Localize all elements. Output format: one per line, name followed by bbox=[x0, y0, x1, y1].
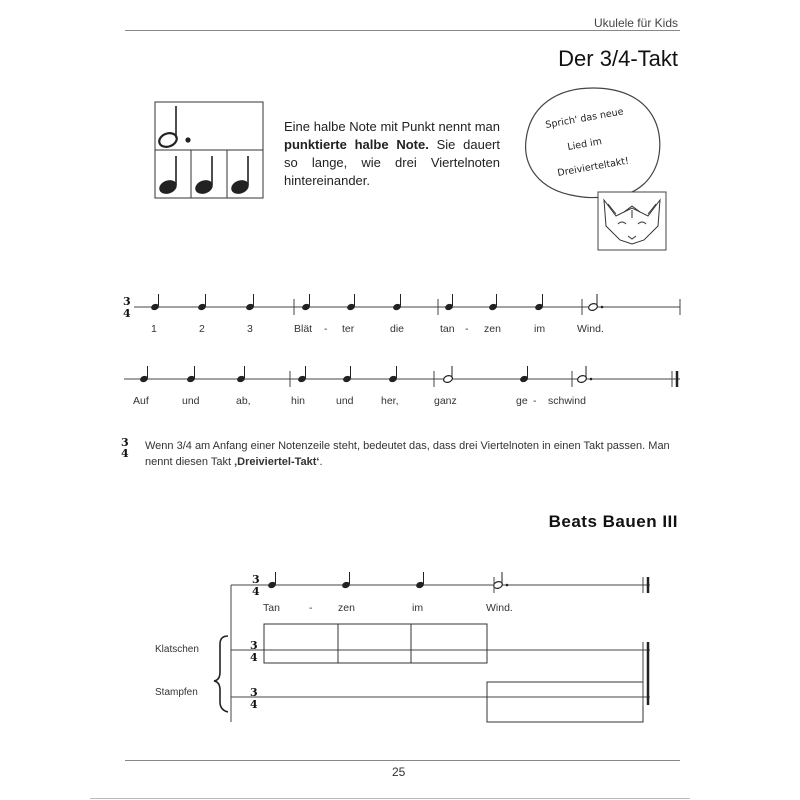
page-title: Der 3/4-Takt bbox=[558, 46, 678, 71]
lyric: schwind bbox=[548, 395, 586, 407]
quarter-note-icon bbox=[150, 294, 160, 311]
quarter-note-icon bbox=[301, 294, 311, 311]
time-signature-top: 3 bbox=[250, 686, 258, 699]
lyric: - bbox=[309, 602, 313, 614]
row-label-clap: Klatschen bbox=[155, 644, 199, 655]
section-title: Beats Bauen III bbox=[548, 512, 678, 531]
dotted-half-note-icon bbox=[588, 294, 604, 312]
quarter-note-icon bbox=[157, 156, 178, 196]
lyric: ganz bbox=[434, 395, 457, 407]
lyric: - bbox=[533, 395, 537, 407]
quarter-note-icon bbox=[341, 572, 351, 589]
quarter-note-icon bbox=[297, 366, 307, 383]
explanation-text: Wenn 3/4 am Anfang einer Notenzeile steht, bedeutet das, dass drei Viertelnoten in einen Takt passen. Man nennt diesen Takt ‚Dreiviertel-Takt‘. bbox=[145, 440, 670, 468]
lyric: 3 bbox=[247, 323, 253, 335]
dotted-half-note-icon bbox=[493, 572, 509, 590]
lyric: im bbox=[534, 323, 546, 335]
lyric: Auf bbox=[133, 395, 149, 407]
quarter-note-icon bbox=[392, 294, 402, 311]
book-title: Ukulele für Kids bbox=[593, 16, 678, 30]
lyric: ab, bbox=[236, 395, 251, 407]
lyric: tan bbox=[440, 323, 455, 335]
beats-diagram bbox=[140, 570, 670, 730]
clap-box bbox=[411, 624, 487, 663]
quarter-note-icon bbox=[267, 572, 277, 589]
lyric: hin bbox=[291, 395, 306, 407]
time-signature-top: 3 bbox=[250, 639, 258, 652]
quarter-note-icon bbox=[488, 294, 498, 311]
lyric: - bbox=[465, 323, 469, 335]
time-signature-bottom: 4 bbox=[123, 307, 131, 320]
clap-box bbox=[338, 624, 411, 663]
bubble-line-2: Lied im bbox=[566, 136, 603, 153]
brace-icon bbox=[214, 636, 228, 712]
header-rule bbox=[125, 30, 680, 31]
lyric: zen bbox=[338, 602, 355, 614]
lyric: Blät bbox=[294, 323, 313, 335]
quarter-note-icon bbox=[444, 294, 454, 311]
lyric: 2 bbox=[199, 323, 205, 335]
bubble-line-1: Sprich' das neue bbox=[544, 106, 625, 131]
bubble-line-3: Dreivierteltakt! bbox=[556, 155, 630, 179]
lyric: Wind. bbox=[486, 602, 513, 614]
dotted-half-note-icon bbox=[157, 106, 190, 149]
lyric: und bbox=[336, 395, 354, 407]
quarter-note-icon bbox=[197, 294, 207, 311]
quarter-note-icon bbox=[229, 156, 250, 196]
half-note-icon bbox=[443, 366, 454, 384]
dotted-half-note-icon bbox=[577, 366, 593, 384]
lyric: zen bbox=[484, 323, 501, 335]
quarter-note-icon bbox=[415, 572, 425, 589]
lyric: ge bbox=[516, 395, 528, 407]
lyric: und bbox=[182, 395, 200, 407]
stomp-box bbox=[487, 682, 643, 722]
intro-text: Eine halbe Note mit Punkt nennt man punktierte halbe Note. Sie dauert so lange, wie drei Viertelnoten hintereinander. bbox=[284, 119, 500, 188]
time-signature-bottom: 4 bbox=[252, 585, 260, 598]
lyric: ter bbox=[342, 323, 355, 335]
time-signature-bottom: 4 bbox=[250, 698, 258, 711]
quarter-note-icon bbox=[346, 294, 356, 311]
lyric: im bbox=[412, 602, 424, 614]
lyric: 1 bbox=[151, 323, 157, 335]
quarter-note-icon bbox=[342, 366, 352, 383]
lyric: Wind. bbox=[577, 323, 604, 335]
lyric: - bbox=[324, 323, 328, 335]
lyric: die bbox=[390, 323, 405, 335]
clap-box bbox=[264, 624, 338, 663]
time-signature-top: 3 bbox=[123, 295, 131, 308]
quarter-note-icon bbox=[186, 366, 196, 383]
quarter-note-icon bbox=[139, 366, 149, 383]
page-edge bbox=[90, 798, 690, 799]
time-signature-bottom: 4 bbox=[250, 651, 258, 664]
row-label-stomp: Stampfen bbox=[155, 687, 198, 698]
fox-speech-bubble bbox=[518, 80, 668, 255]
quarter-note-icon bbox=[534, 294, 544, 311]
page-number: 25 bbox=[392, 765, 406, 779]
staff-line-1 bbox=[118, 292, 688, 342]
explanation-time-signature: 3 4 bbox=[121, 436, 129, 460]
quarter-note-icon bbox=[519, 366, 529, 383]
quarter-note-icon bbox=[388, 366, 398, 383]
time-signature-top: 3 bbox=[252, 573, 260, 586]
quarter-note-icon bbox=[236, 366, 246, 383]
staff-line-2 bbox=[118, 364, 688, 414]
quarter-note-icon bbox=[193, 156, 214, 196]
lyric: her, bbox=[381, 395, 399, 407]
footer-rule bbox=[125, 760, 680, 761]
note-value-diagram bbox=[150, 100, 270, 200]
quarter-note-icon bbox=[245, 294, 255, 311]
lyric: Tan bbox=[263, 602, 280, 614]
